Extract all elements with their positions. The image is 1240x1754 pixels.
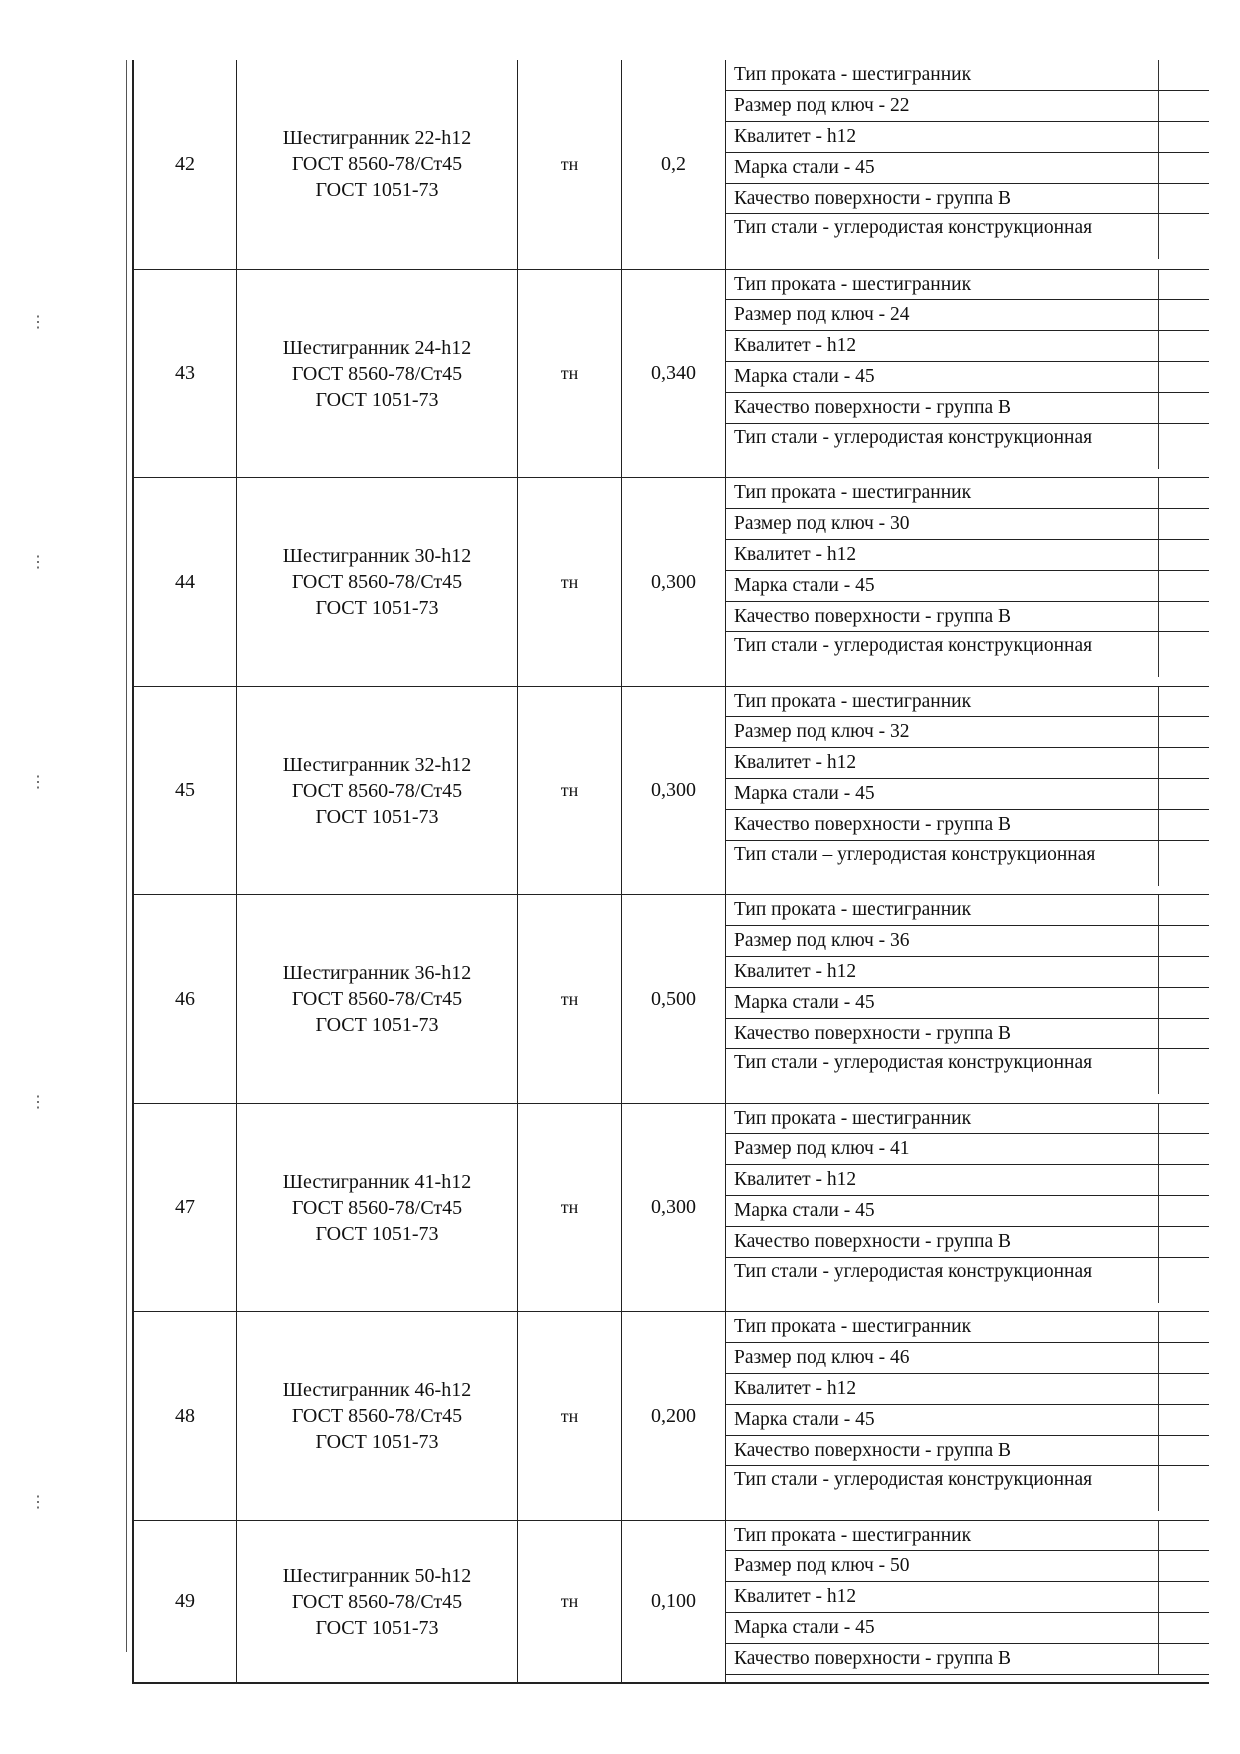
spec-line bbox=[726, 331, 1209, 362]
item-name-line: Шестигранник 41-h12 bbox=[282, 1170, 472, 1193]
quantity-cell: 0,2 bbox=[622, 60, 726, 269]
grid-line bbox=[1158, 331, 1159, 361]
spec-text: Квалитет - h12 bbox=[734, 960, 857, 982]
grid-line bbox=[1158, 1104, 1159, 1134]
unit-cell: тн bbox=[518, 60, 622, 269]
item-name-line: Шестигранник 36-h12 bbox=[282, 962, 472, 985]
grid-line bbox=[1158, 810, 1159, 840]
spec-line bbox=[726, 300, 1209, 331]
grid-line bbox=[1158, 988, 1159, 1018]
spec-line bbox=[726, 717, 1209, 748]
spec-text: Марка стали - 45 bbox=[734, 1408, 875, 1430]
grid-line bbox=[1158, 478, 1159, 508]
item-name-line: ГОСТ 1051-73 bbox=[315, 179, 439, 202]
grid-line bbox=[1158, 748, 1159, 778]
spec-list bbox=[726, 478, 1209, 687]
spec-text: Тип стали - углеродистая конструкционная bbox=[734, 217, 1093, 239]
row-number: 42 bbox=[134, 60, 237, 269]
spec-text: Марка стали - 45 bbox=[734, 366, 875, 388]
spec-line bbox=[726, 957, 1209, 988]
grid-line bbox=[1158, 1258, 1159, 1303]
spec-list bbox=[726, 60, 1209, 269]
scan-speckle: ⋮ bbox=[30, 1494, 45, 1511]
grid-line bbox=[1158, 1196, 1159, 1226]
row-number: 49 bbox=[134, 1521, 237, 1684]
row-number: 46 bbox=[134, 895, 237, 1104]
item-name-line: ГОСТ 8560-78/Ст45 bbox=[291, 153, 463, 176]
item-name bbox=[237, 478, 518, 687]
grid-line bbox=[1158, 1521, 1159, 1551]
grid-line bbox=[1158, 1165, 1159, 1195]
grid-line bbox=[1158, 362, 1159, 392]
spec-line bbox=[726, 509, 1209, 540]
item-name-line: ГОСТ 8560-78/Ст45 bbox=[291, 1196, 463, 1219]
item-name-line: Шестигранник 32-h12 bbox=[282, 753, 472, 776]
item-name bbox=[237, 1521, 518, 1684]
spec-text: Квалитет - h12 bbox=[734, 1586, 857, 1608]
grid-line bbox=[1158, 300, 1159, 330]
grid-line bbox=[1158, 1227, 1159, 1257]
spec-line bbox=[726, 571, 1209, 602]
item-name-line: Шестигранник 24-h12 bbox=[282, 336, 472, 359]
spec-text: Тип проката - шестигранник bbox=[734, 1107, 972, 1129]
spec-line bbox=[726, 1551, 1209, 1582]
spec-line bbox=[726, 153, 1209, 184]
item-name-line: ГОСТ 8560-78/Ст45 bbox=[291, 1405, 463, 1428]
spec-line bbox=[726, 602, 1209, 633]
spec-text: Тип стали - углеродистая конструкционная bbox=[734, 1260, 1093, 1282]
grid-line bbox=[1158, 926, 1159, 956]
row-number: 44 bbox=[134, 478, 237, 687]
spec-line bbox=[726, 424, 1209, 477]
spec-text: Качество поверхности - группа В bbox=[734, 814, 1012, 836]
spec-line bbox=[726, 1165, 1209, 1196]
table-row bbox=[134, 1311, 1209, 1521]
quantity-cell: 0,500 bbox=[622, 895, 726, 1104]
grid-line bbox=[1158, 1551, 1159, 1581]
grid-line bbox=[1158, 1644, 1159, 1674]
item-name-line: Шестигранник 46-h12 bbox=[282, 1379, 472, 1402]
spec-list bbox=[726, 270, 1209, 479]
grid-line bbox=[1158, 571, 1159, 601]
spec-text: Размер под ключ - 22 bbox=[734, 94, 910, 116]
spec-line bbox=[726, 1405, 1209, 1436]
row-number: 43 bbox=[134, 270, 237, 479]
spec-text: Качество поверхности - группа В bbox=[734, 397, 1012, 419]
spec-text: Размер под ключ - 50 bbox=[734, 1555, 910, 1577]
spec-text: Тип проката - шестигранник bbox=[734, 1316, 972, 1337]
item-name bbox=[237, 1104, 518, 1313]
spec-text: Тип проката - шестигранник bbox=[734, 482, 972, 503]
spec-text: Квалитет - h12 bbox=[734, 1169, 857, 1191]
spec-text: Размер под ключ - 30 bbox=[734, 512, 910, 534]
table-row bbox=[134, 477, 1209, 687]
spec-line bbox=[726, 748, 1209, 779]
grid-line bbox=[1158, 1049, 1159, 1094]
item-name bbox=[237, 270, 518, 479]
table-row bbox=[134, 60, 1209, 269]
item-name-line: ГОСТ 8560-78/Ст45 bbox=[291, 1590, 463, 1613]
spec-text: Тип проката - шестигранник bbox=[734, 690, 972, 712]
quantity-cell: 0,100 bbox=[622, 1521, 726, 1684]
spec-line bbox=[726, 184, 1209, 215]
grid-line bbox=[1158, 717, 1159, 747]
spec-line bbox=[726, 779, 1209, 810]
item-name-line: ГОСТ 8560-78/Ст45 bbox=[291, 362, 463, 385]
unit-cell: тн bbox=[518, 478, 622, 687]
spec-line bbox=[726, 1613, 1209, 1644]
spec-line bbox=[726, 1374, 1209, 1405]
grid-line bbox=[1158, 779, 1159, 809]
grid-line bbox=[1158, 1343, 1159, 1373]
grid-line bbox=[1158, 1613, 1159, 1643]
spec-line bbox=[726, 1436, 1209, 1467]
spec-text: Марка стали - 45 bbox=[734, 783, 875, 805]
item-name-line: ГОСТ 8560-78/Ст45 bbox=[291, 571, 463, 594]
grid-line bbox=[1158, 270, 1159, 300]
spec-line bbox=[726, 1227, 1209, 1258]
spec-text: Тип стали - углеродистая конструкционная bbox=[734, 1469, 1093, 1491]
spec-line bbox=[726, 926, 1209, 957]
spec-line bbox=[726, 1196, 1209, 1227]
spec-line bbox=[726, 122, 1209, 153]
grid-line bbox=[1158, 687, 1159, 717]
spec-line bbox=[726, 810, 1209, 841]
spec-line bbox=[726, 988, 1209, 1019]
spec-line bbox=[726, 841, 1209, 894]
spec-text: Тип проката - шестигранник bbox=[734, 1524, 972, 1546]
item-name-line: ГОСТ 1051-73 bbox=[315, 1431, 439, 1454]
spec-line bbox=[726, 540, 1209, 571]
grid-line bbox=[1158, 1582, 1159, 1612]
spec-text: Марка стали - 45 bbox=[734, 991, 875, 1013]
spec-text: Марка стали - 45 bbox=[734, 1617, 875, 1639]
table-row bbox=[134, 1103, 1209, 1313]
table-row bbox=[134, 269, 1209, 479]
row-number: 48 bbox=[134, 1312, 237, 1521]
spec-line bbox=[726, 1312, 1209, 1343]
item-name-line: ГОСТ 1051-73 bbox=[315, 1616, 439, 1639]
spec-line bbox=[726, 1258, 1209, 1311]
spec-text: Тип стали - углеродистая конструкционная bbox=[734, 1052, 1093, 1074]
spec-text: Квалитет - h12 bbox=[734, 335, 857, 357]
spec-line bbox=[726, 1019, 1209, 1050]
spec-text: Тип проката - шестигранник bbox=[734, 899, 972, 920]
item-name bbox=[237, 687, 518, 896]
spec-text: Тип проката - шестигранник bbox=[734, 64, 972, 85]
grid-line bbox=[1158, 895, 1159, 925]
spec-text: Марка стали - 45 bbox=[734, 574, 875, 596]
unit-cell: тн bbox=[518, 1521, 622, 1684]
spec-text: Размер под ключ - 41 bbox=[734, 1138, 910, 1160]
spec-line bbox=[726, 1582, 1209, 1613]
unit-cell: тн bbox=[518, 1104, 622, 1313]
item-name-line: Шестигранник 30-h12 bbox=[282, 545, 472, 568]
grid-line bbox=[1158, 632, 1159, 677]
quantity-cell: 0,300 bbox=[622, 1104, 726, 1313]
table-row bbox=[134, 894, 1209, 1104]
quantity-cell: 0,300 bbox=[622, 687, 726, 896]
scan-speckle: ⋮ bbox=[30, 554, 45, 571]
grid-line bbox=[1158, 393, 1159, 423]
spec-table bbox=[132, 60, 1209, 1684]
spec-line bbox=[726, 270, 1209, 301]
item-name bbox=[237, 1312, 518, 1521]
grid-line bbox=[1158, 1312, 1159, 1342]
grid-line bbox=[1158, 1436, 1159, 1466]
grid-line bbox=[1158, 424, 1159, 469]
spec-list bbox=[726, 895, 1209, 1104]
unit-cell: тн bbox=[518, 895, 622, 1104]
grid-line bbox=[1158, 1134, 1159, 1164]
grid-line bbox=[1158, 1466, 1159, 1511]
spec-text: Размер под ключ - 36 bbox=[734, 929, 910, 951]
row-number: 45 bbox=[134, 687, 237, 896]
spec-text: Тип стали – углеродистая конструкционная bbox=[734, 843, 1096, 865]
spec-text: Тип стали - углеродистая конструкционная bbox=[734, 635, 1093, 657]
item-name bbox=[237, 895, 518, 1104]
item-name-line: ГОСТ 1051-73 bbox=[315, 388, 439, 411]
unit-cell: тн bbox=[518, 687, 622, 896]
item-name-line: ГОСТ 8560-78/Ст45 bbox=[291, 988, 463, 1011]
scan-speckle: ⋮ bbox=[30, 1094, 45, 1111]
item-name-line: ГОСТ 8560-78/Ст45 bbox=[291, 779, 463, 802]
table-row bbox=[134, 686, 1209, 896]
spec-list bbox=[726, 1312, 1209, 1521]
spec-line bbox=[726, 393, 1209, 424]
spec-text: Тип проката - шестигранник bbox=[734, 273, 972, 295]
grid-line bbox=[1158, 509, 1159, 539]
spec-text: Квалитет - h12 bbox=[734, 752, 857, 774]
spec-line bbox=[726, 1466, 1209, 1519]
spec-list bbox=[726, 1521, 1209, 1684]
spec-line bbox=[726, 1134, 1209, 1165]
scan-speckle: ⋮ bbox=[30, 314, 45, 331]
spec-text: Качество поверхности - группа В bbox=[734, 1231, 1012, 1253]
spec-list bbox=[726, 687, 1209, 896]
spec-line bbox=[726, 60, 1209, 91]
grid-line bbox=[1158, 957, 1159, 987]
item-name bbox=[237, 60, 518, 269]
grid-line bbox=[1158, 184, 1159, 214]
unit-cell: тн bbox=[518, 1312, 622, 1521]
quantity-cell: 0,340 bbox=[622, 270, 726, 479]
item-name-line: ГОСТ 1051-73 bbox=[315, 1222, 439, 1245]
row-number: 47 bbox=[134, 1104, 237, 1313]
item-name-line: Шестигранник 22-h12 bbox=[282, 127, 472, 150]
spec-line bbox=[726, 895, 1209, 926]
spec-line bbox=[726, 687, 1209, 718]
spec-text: Качество поверхности - группа В bbox=[734, 1439, 1012, 1461]
spec-text: Квалитет - h12 bbox=[734, 543, 857, 565]
spec-list bbox=[726, 1104, 1209, 1313]
spec-text: Качество поверхности - группа В bbox=[734, 187, 1012, 209]
spec-line bbox=[726, 478, 1209, 509]
item-name-line: Шестигранник 50-h12 bbox=[282, 1564, 472, 1587]
spec-text: Марка стали - 45 bbox=[734, 1200, 875, 1222]
spec-line bbox=[726, 362, 1209, 393]
spec-text: Размер под ключ - 24 bbox=[734, 304, 910, 326]
grid-line bbox=[1158, 602, 1159, 632]
grid-line bbox=[1158, 841, 1159, 886]
grid-line bbox=[1158, 60, 1159, 90]
spec-text: Квалитет - h12 bbox=[734, 125, 857, 147]
item-name-line: ГОСТ 1051-73 bbox=[315, 597, 439, 620]
spec-line bbox=[726, 1521, 1209, 1552]
quantity-cell: 0,200 bbox=[622, 1312, 726, 1521]
grid-line bbox=[1158, 153, 1159, 183]
grid-line bbox=[1158, 1374, 1159, 1404]
item-name-line: ГОСТ 1051-73 bbox=[315, 1014, 439, 1037]
item-name-line: ГОСТ 1051-73 bbox=[315, 805, 439, 828]
grid-line bbox=[1158, 91, 1159, 121]
scan-speckle: ⋮ bbox=[30, 774, 45, 791]
grid-line bbox=[1158, 1405, 1159, 1435]
spec-text: Качество поверхности - группа В bbox=[734, 1022, 1012, 1044]
spec-text: Размер под ключ - 32 bbox=[734, 721, 910, 743]
spec-line bbox=[726, 1049, 1209, 1102]
spec-text: Квалитет - h12 bbox=[734, 1377, 857, 1399]
grid-line bbox=[1158, 122, 1159, 152]
spec-line bbox=[726, 1644, 1209, 1675]
spec-text: Качество поверхности - группа В bbox=[734, 605, 1012, 627]
table-row bbox=[134, 1520, 1209, 1684]
grid-line bbox=[1158, 214, 1159, 259]
grid-line bbox=[1158, 540, 1159, 570]
spec-line bbox=[726, 632, 1209, 685]
unit-cell: тн bbox=[518, 270, 622, 479]
spec-line bbox=[726, 91, 1209, 122]
quantity-cell: 0,300 bbox=[622, 478, 726, 687]
spec-line bbox=[726, 1343, 1209, 1374]
spec-text: Марка стали - 45 bbox=[734, 156, 875, 178]
spec-text: Размер под ключ - 46 bbox=[734, 1346, 910, 1368]
spec-text: Тип стали - углеродистая конструкционная bbox=[734, 426, 1093, 448]
spec-line bbox=[726, 1104, 1209, 1135]
grid-line bbox=[1158, 1019, 1159, 1049]
spec-text: Качество поверхности - группа В bbox=[734, 1648, 1012, 1670]
spec-line bbox=[726, 214, 1209, 267]
